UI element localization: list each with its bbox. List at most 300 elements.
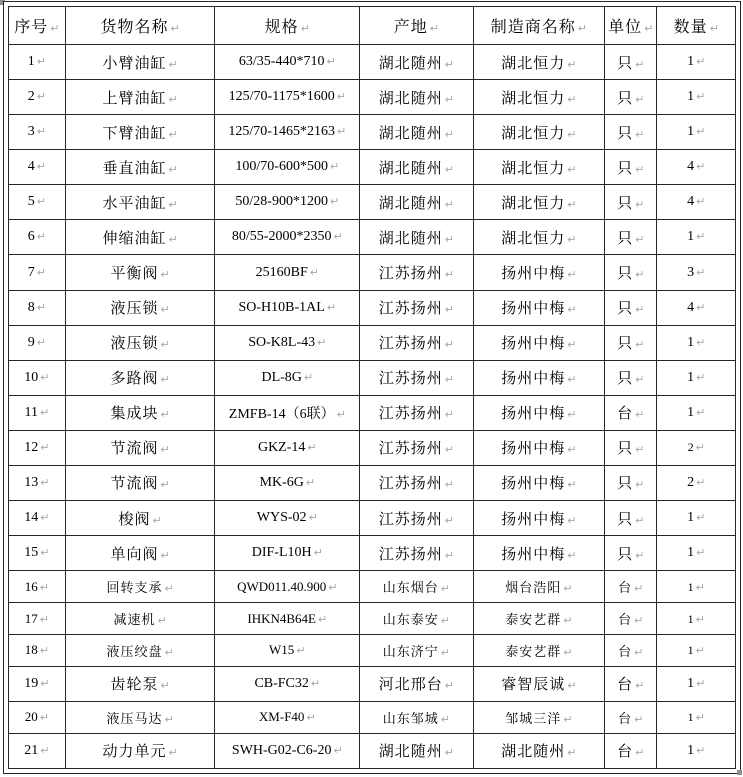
cell-unit[interactable] — [605, 603, 657, 635]
cell-text: 回转支承 — [106, 580, 163, 596]
cell-spec[interactable] — [215, 45, 360, 80]
cell-text: 集成块 — [110, 406, 159, 423]
cell-text: 江苏扬州 — [378, 511, 443, 528]
cell-manufacturer[interactable] — [473, 360, 605, 395]
cell-manufacturer[interactable] — [473, 45, 605, 80]
cell-name[interactable] — [65, 465, 215, 500]
cell-unit[interactable] — [605, 430, 657, 465]
cell-name[interactable] — [65, 45, 215, 80]
cell-text: 扬州中梅 — [501, 336, 566, 353]
cell-name[interactable] — [65, 80, 215, 115]
cell-text: SWH-G02-C6-20 — [231, 742, 332, 758]
cell-origin[interactable] — [360, 150, 473, 185]
cell-origin[interactable] — [360, 733, 473, 768]
cell-end-mark: ↵ — [333, 230, 343, 244]
cell-text: 1 — [687, 545, 695, 561]
cell-text: 扬州中梅 — [501, 441, 566, 458]
cell-end-mark: ↵ — [39, 612, 49, 626]
cell-end-mark: ↵ — [567, 268, 577, 281]
cell-end-mark: ↵ — [36, 55, 46, 69]
cell-end-mark: ↵ — [308, 511, 318, 525]
cell-end-mark: ↵ — [634, 582, 644, 596]
cell-manufacturer[interactable] — [473, 325, 605, 360]
cell-end-mark: ↵ — [444, 513, 454, 527]
cell-qty[interactable] — [657, 430, 736, 465]
cell-index[interactable] — [9, 571, 66, 603]
cell-qty[interactable] — [657, 634, 736, 666]
cell-origin[interactable] — [360, 603, 473, 635]
cell-text: 3 — [687, 264, 695, 280]
cell-qty[interactable] — [657, 701, 736, 733]
cell-origin[interactable] — [360, 395, 473, 430]
cell-text: 只 — [617, 230, 634, 247]
cell-text: 湖北随州 — [378, 160, 443, 177]
cell-origin[interactable] — [360, 701, 473, 733]
cell-text: 河北邢台 — [378, 677, 443, 694]
cell-text: 50/28-900*1200 — [235, 194, 328, 210]
cell-text: 11 — [24, 404, 38, 420]
cell-text: 只 — [617, 125, 634, 142]
cell-unit[interactable] — [605, 465, 657, 500]
cell-origin[interactable] — [360, 80, 473, 115]
cell-spec[interactable] — [215, 571, 360, 603]
column-header-index[interactable] — [9, 7, 66, 45]
cell-end-mark: ↵ — [634, 645, 644, 659]
cell-spec[interactable] — [215, 501, 360, 536]
cell-end-mark: ↵ — [563, 712, 573, 726]
cell-origin[interactable] — [360, 185, 473, 220]
cell-end-mark: ↵ — [567, 548, 577, 562]
table-row — [9, 465, 736, 500]
cell-spec[interactable] — [215, 395, 360, 430]
cell-end-mark: ↵ — [444, 338, 454, 352]
cell-unit[interactable] — [605, 150, 657, 185]
cell-end-mark: ↵ — [336, 407, 346, 421]
cell-text: 湖北随州 — [378, 195, 443, 212]
cell-unit[interactable] — [605, 115, 657, 150]
table-row — [9, 571, 736, 603]
table-resize-handle[interactable] — [737, 770, 742, 775]
cell-text: 湖北随州 — [378, 55, 443, 72]
cell-unit[interactable] — [605, 360, 657, 395]
column-header-manufacturer[interactable] — [473, 7, 605, 45]
cell-origin[interactable] — [360, 430, 473, 465]
cell-text: 湖北恒力 — [501, 55, 566, 72]
cell-spec[interactable] — [215, 290, 360, 325]
cell-index[interactable] — [9, 255, 66, 290]
column-header-label: 货物名称 — [100, 19, 169, 36]
cell-index[interactable] — [9, 45, 66, 80]
cell-text: 上臂油缸 — [102, 90, 167, 107]
cell-end-mark: ↵ — [444, 408, 454, 422]
cell-end-mark: ↵ — [696, 55, 706, 69]
cell-text: 邹城三洋 — [505, 710, 562, 726]
cell-manufacturer[interactable] — [473, 290, 605, 325]
cell-unit[interactable] — [605, 634, 657, 666]
cell-text: CB-FC32 — [254, 675, 309, 691]
cell-qty[interactable] — [657, 465, 736, 500]
cell-origin[interactable] — [360, 220, 473, 255]
cell-text: GKZ-14 — [257, 439, 306, 455]
cell-qty[interactable] — [657, 185, 736, 220]
cell-spec[interactable] — [215, 733, 360, 768]
cell-manufacturer[interactable] — [473, 220, 605, 255]
cell-manufacturer[interactable] — [473, 501, 605, 536]
cell-qty[interactable] — [657, 733, 736, 768]
cell-text: 6 — [27, 229, 35, 245]
cell-text: DIF-L10H — [251, 545, 312, 561]
table-row — [9, 701, 736, 733]
cell-end-mark: ↵ — [696, 90, 706, 104]
cell-name[interactable] — [65, 115, 215, 150]
cell-name[interactable] — [65, 634, 215, 666]
cell-index[interactable] — [9, 185, 66, 220]
column-header-unit[interactable] — [605, 7, 657, 45]
cell-end-mark: ↵ — [634, 614, 644, 627]
cell-text: 扬州中梅 — [501, 511, 566, 528]
cell-end-mark: ↵ — [635, 162, 645, 176]
cell-unit[interactable] — [605, 255, 657, 290]
cell-name[interactable] — [65, 501, 215, 536]
cell-unit[interactable] — [605, 666, 657, 701]
cell-end-mark: ↵ — [696, 265, 706, 279]
cell-text: 7 — [27, 264, 35, 280]
cell-index[interactable] — [9, 325, 66, 360]
cell-end-mark: ↵ — [40, 511, 50, 525]
cell-text: 台 — [617, 406, 634, 423]
cell-text: 湖北随州 — [378, 125, 443, 142]
cell-manufacturer[interactable] — [473, 465, 605, 500]
cell-end-mark: ↵ — [168, 127, 178, 141]
cell-index[interactable] — [9, 360, 66, 395]
cell-manufacturer[interactable] — [473, 185, 605, 220]
cell-text: 齿轮泵 — [110, 677, 159, 694]
cell-origin[interactable] — [360, 290, 473, 325]
cell-manufacturer[interactable] — [473, 115, 605, 150]
cell-origin[interactable] — [360, 465, 473, 500]
cell-end-mark: ↵ — [40, 370, 50, 384]
cell-text: 1 — [687, 710, 694, 725]
cell-qty[interactable] — [657, 45, 736, 80]
cell-index[interactable] — [9, 80, 66, 115]
cell-unit[interactable] — [605, 501, 657, 536]
cell-end-mark: ↵ — [635, 338, 645, 352]
cell-end-mark: ↵ — [336, 90, 346, 104]
cell-manufacturer[interactable] — [473, 255, 605, 290]
cell-text: 江苏扬州 — [378, 336, 443, 353]
cell-origin[interactable] — [360, 115, 473, 150]
cell-end-mark: ↵ — [317, 335, 327, 349]
cell-spec[interactable] — [215, 150, 360, 185]
cell-text: 1 — [27, 54, 35, 70]
cell-end-mark: ↵ — [567, 338, 577, 352]
cell-end-mark: ↵ — [164, 582, 174, 596]
cell-origin[interactable] — [360, 325, 473, 360]
cell-text: SO-K8L-43 — [248, 334, 316, 350]
cell-end-mark: ↵ — [567, 746, 577, 760]
cell-manufacturer[interactable] — [473, 80, 605, 115]
cell-text: 1 — [687, 579, 694, 594]
cell-text: 1 — [687, 124, 695, 140]
cell-manufacturer[interactable] — [473, 701, 605, 733]
cell-text: 只 — [617, 301, 634, 318]
cell-end-mark: ↵ — [39, 644, 49, 658]
cell-end-mark: ↵ — [696, 195, 706, 209]
column-header-qty[interactable] — [657, 7, 736, 45]
cell-origin[interactable] — [360, 360, 473, 395]
cell-qty[interactable] — [657, 571, 736, 603]
column-header-origin[interactable] — [360, 7, 473, 45]
cell-text: 25160BF — [255, 264, 308, 280]
cell-qty[interactable] — [657, 325, 736, 360]
cell-qty[interactable] — [657, 290, 736, 325]
cell-end-mark: ↵ — [317, 612, 328, 626]
cell-spec[interactable] — [215, 634, 360, 666]
cell-qty[interactable] — [657, 255, 736, 290]
cell-end-mark: ↵ — [329, 160, 340, 174]
cell-end-mark: ↵ — [567, 162, 577, 176]
cell-origin[interactable] — [360, 501, 473, 536]
cell-unit[interactable] — [605, 571, 657, 603]
cell-unit[interactable] — [605, 733, 657, 768]
cell-unit[interactable] — [605, 80, 657, 115]
cell-unit[interactable] — [605, 701, 657, 733]
cell-end-mark: ↵ — [307, 440, 317, 454]
cell-end-mark: ↵ — [567, 197, 577, 211]
cell-text: 4 — [687, 299, 695, 315]
cell-end-mark: ↵ — [40, 676, 50, 690]
cell-text: 扬州中梅 — [501, 476, 566, 493]
cell-text: 只 — [617, 195, 634, 212]
cell-end-mark: ↵ — [444, 57, 454, 71]
cell-index[interactable] — [9, 501, 66, 536]
cell-qty[interactable] — [657, 536, 736, 571]
cell-index[interactable] — [9, 290, 66, 325]
cell-text: 2 — [27, 89, 35, 105]
cell-end-mark: ↵ — [440, 645, 450, 659]
cell-index[interactable] — [9, 430, 66, 465]
cell-name[interactable] — [65, 360, 215, 395]
cell-text: 19 — [24, 675, 39, 691]
cell-index[interactable] — [9, 465, 66, 500]
cell-text: 扬州中梅 — [501, 301, 566, 318]
cell-text: 山东烟台 — [382, 580, 439, 596]
cell-end-mark: ↵ — [160, 408, 170, 422]
cell-end-mark: ↵ — [567, 373, 577, 387]
cell-text: 下臂油缸 — [102, 125, 167, 142]
cell-name[interactable] — [65, 666, 215, 701]
cell-text: 1 — [687, 54, 695, 70]
cell-manufacturer[interactable] — [473, 666, 605, 701]
cell-end-mark: ↵ — [563, 645, 573, 659]
cell-qty[interactable] — [657, 360, 736, 395]
cell-text: 江苏扬州 — [378, 301, 443, 318]
cell-end-mark: ↵ — [635, 478, 645, 492]
cell-qty[interactable] — [657, 220, 736, 255]
column-header-spec[interactable] — [215, 7, 360, 45]
cell-spec[interactable] — [215, 220, 360, 255]
cell-text: 单向阀 — [110, 546, 159, 563]
cell-end-mark: ↵ — [567, 57, 577, 71]
cell-text: 梭阀 — [118, 511, 151, 528]
cell-index[interactable] — [9, 220, 66, 255]
cell-text: 减速机 — [113, 612, 156, 627]
cell-spec[interactable] — [215, 536, 360, 571]
cell-text: 山东邹城 — [382, 710, 439, 726]
table-row — [9, 325, 736, 360]
cell-name[interactable] — [65, 395, 215, 430]
cell-index[interactable] — [9, 666, 66, 701]
cell-end-mark: ↵ — [336, 125, 347, 139]
cell-origin[interactable] — [360, 45, 473, 80]
cell-name[interactable] — [65, 733, 215, 768]
cell-index[interactable] — [9, 395, 66, 430]
cell-end-mark: ↵ — [40, 475, 50, 489]
cell-spec[interactable] — [215, 465, 360, 500]
cell-name[interactable] — [65, 150, 215, 185]
cell-end-mark: ↵ — [300, 22, 310, 35]
cell-spec[interactable] — [215, 115, 360, 150]
cell-name[interactable] — [65, 603, 215, 635]
cell-unit[interactable] — [605, 185, 657, 220]
cell-spec[interactable] — [215, 255, 360, 290]
cell-spec[interactable] — [215, 603, 360, 635]
cell-origin[interactable] — [360, 571, 473, 603]
cell-end-mark: ↵ — [168, 57, 178, 71]
cell-text: IHKN4B64E — [247, 610, 316, 626]
cell-text: 湖北恒力 — [501, 90, 566, 107]
cell-end-mark: ↵ — [440, 582, 450, 596]
cell-manufacturer[interactable] — [473, 430, 605, 465]
header-row — [9, 7, 736, 45]
cell-text: 4 — [687, 159, 695, 175]
cell-end-mark: ↵ — [695, 612, 705, 626]
cell-name[interactable] — [65, 290, 215, 325]
cell-text: 湖北随州 — [501, 744, 566, 761]
cell-qty[interactable] — [657, 501, 736, 536]
cell-unit[interactable] — [605, 45, 657, 80]
cell-end-mark: ↵ — [567, 232, 577, 246]
cell-name[interactable] — [65, 325, 215, 360]
cell-text: 2 — [687, 439, 694, 454]
cell-unit[interactable] — [605, 220, 657, 255]
cell-end-mark: ↵ — [429, 22, 439, 35]
cell-end-mark: ↵ — [160, 478, 170, 492]
cell-end-mark: ↵ — [444, 746, 454, 760]
cell-manufacturer[interactable] — [473, 150, 605, 185]
cell-qty[interactable] — [657, 603, 736, 635]
cell-spec[interactable] — [215, 80, 360, 115]
cell-text: 台 — [618, 643, 633, 659]
cell-end-mark: ↵ — [635, 197, 645, 211]
cell-end-mark: ↵ — [444, 127, 454, 141]
cell-end-mark: ↵ — [695, 580, 705, 594]
cell-index[interactable] — [9, 115, 66, 150]
cell-end-mark: ↵ — [326, 55, 336, 69]
cell-qty[interactable] — [657, 666, 736, 701]
cell-name[interactable] — [65, 255, 215, 290]
cell-spec[interactable] — [215, 325, 360, 360]
cell-spec[interactable] — [215, 360, 360, 395]
cell-unit[interactable] — [605, 536, 657, 571]
cell-text: 10 — [24, 369, 39, 385]
cell-origin[interactable] — [360, 536, 473, 571]
cell-text: 湖北随州 — [378, 230, 443, 247]
cell-text: 动力单元 — [102, 744, 167, 761]
cell-spec[interactable] — [215, 430, 360, 465]
cell-name[interactable] — [65, 571, 215, 603]
cell-name[interactable] — [65, 430, 215, 465]
cell-text: 18 — [24, 642, 38, 658]
cell-index[interactable] — [9, 150, 66, 185]
cell-index[interactable] — [9, 701, 66, 733]
cell-end-mark: ↵ — [635, 57, 645, 71]
cell-text: 液压锁 — [110, 301, 159, 318]
cell-qty[interactable] — [657, 395, 736, 430]
cell-manufacturer[interactable] — [473, 536, 605, 571]
cell-name[interactable] — [65, 536, 215, 571]
cell-text: 1 — [687, 229, 695, 245]
cell-end-mark: ↵ — [303, 370, 314, 384]
cell-spec[interactable] — [215, 666, 360, 701]
cell-qty[interactable] — [657, 80, 736, 115]
cell-text: 1 — [687, 675, 695, 691]
cell-end-mark: ↵ — [310, 676, 321, 690]
cell-spec[interactable] — [215, 185, 360, 220]
cell-text: 液压锁 — [110, 336, 159, 353]
table-row — [9, 501, 736, 536]
cell-text: 泰安艺群 — [505, 612, 562, 627]
cell-index[interactable] — [9, 634, 66, 666]
cell-manufacturer[interactable] — [473, 733, 605, 768]
cell-name[interactable] — [65, 185, 215, 220]
cell-name[interactable] — [65, 701, 215, 733]
cell-text: 湖北随州 — [378, 90, 443, 107]
cell-origin[interactable] — [360, 255, 473, 290]
cell-qty[interactable] — [657, 150, 736, 185]
goods-table[interactable] — [8, 6, 736, 769]
cell-manufacturer[interactable] — [473, 571, 605, 603]
cell-end-mark: ↵ — [635, 127, 645, 141]
cell-origin[interactable] — [360, 666, 473, 701]
cell-text: 湖北恒力 — [501, 195, 566, 212]
cell-index[interactable] — [9, 603, 66, 635]
cell-end-mark: ↵ — [36, 300, 46, 314]
cell-index[interactable] — [9, 536, 66, 571]
cell-origin[interactable] — [360, 634, 473, 666]
cell-name[interactable] — [65, 220, 215, 255]
cell-text: 1 — [687, 742, 695, 758]
table-row — [9, 115, 736, 150]
cell-text: 睿智辰诚 — [501, 677, 566, 694]
cell-end-mark: ↵ — [168, 197, 178, 211]
column-header-label: 产地 — [393, 19, 428, 36]
cell-text: 只 — [617, 160, 634, 177]
cell-end-mark: ↵ — [444, 197, 454, 211]
cell-manufacturer[interactable] — [473, 634, 605, 666]
cell-unit[interactable] — [605, 395, 657, 430]
cell-qty[interactable] — [657, 115, 736, 150]
column-header-name[interactable] — [65, 7, 215, 45]
cell-manufacturer[interactable] — [473, 603, 605, 635]
cell-spec[interactable] — [215, 701, 360, 733]
cell-text: 63/35-440*710 — [238, 54, 325, 70]
cell-unit[interactable] — [605, 325, 657, 360]
cell-index[interactable] — [9, 733, 66, 768]
cell-unit[interactable] — [605, 290, 657, 325]
cell-manufacturer[interactable] — [473, 395, 605, 430]
cell-end-mark: ↵ — [635, 443, 645, 457]
